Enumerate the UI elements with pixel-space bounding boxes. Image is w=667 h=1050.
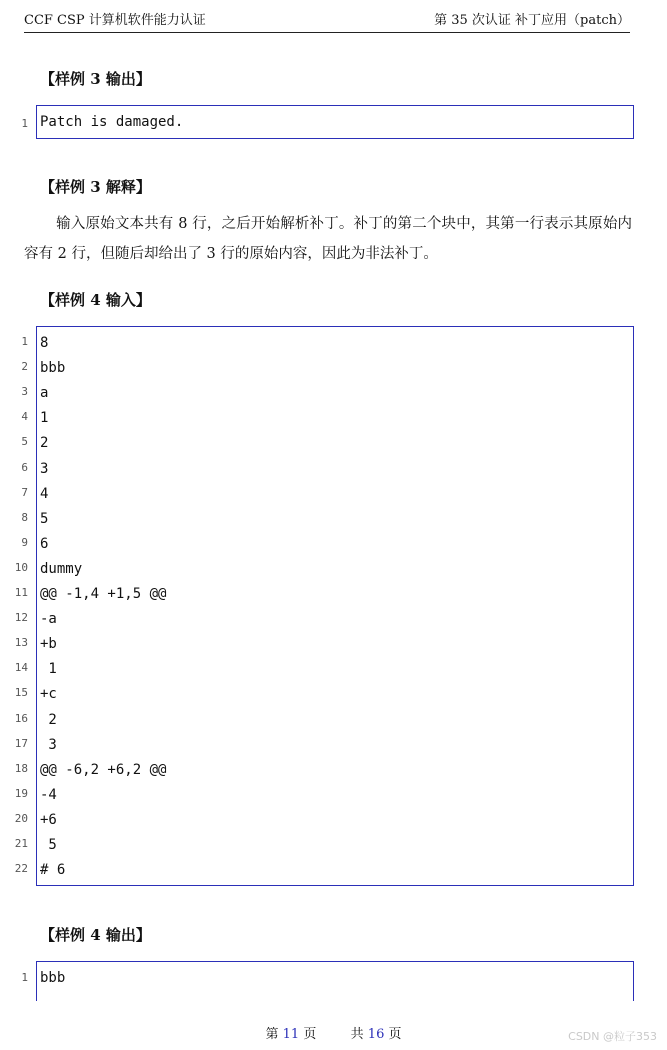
line-number: 8 [21,510,28,524]
line-number: 5 [21,435,28,449]
header-right-title: 第 35 次认证 补丁应用（patch） [434,13,630,28]
code-line: 5 [40,837,57,853]
sample4-input-codebox [36,326,634,886]
footer-page-suffix: 页 [303,1027,317,1042]
line-number: 3 [21,385,28,399]
line-number: 13 [14,636,28,650]
sample4-input-title: 【样例 4 输入】 [40,291,151,309]
code-line: @@ -1,4 +1,5 @@ [40,586,167,602]
paragraph-text: 输入原始文本共有 8 行，之后开始解析补丁。补丁的第二个块中，其第一行表示其原始内容有 2 行，但随后却给出了 3 行的原始内容，因此为非法补丁。 [24,216,632,262]
footer-prefix: 第 [265,1027,279,1042]
line-number: 18 [14,761,28,775]
code-line: -4 [40,786,57,803]
line-number: 21 [14,837,28,850]
sample4-output-title: 【样例 4 输出】 [40,926,151,944]
code-line: bbb [40,360,66,377]
code-line: dummy [40,560,83,577]
sample3-explain-title: 【样例 3 解释】 [40,178,151,196]
line-number: 14 [14,661,28,675]
watermark: CSDN @粒子353 [568,1030,657,1043]
line-number: 12 [14,611,28,625]
line-number: 1 [21,971,28,984]
code-line: 4 [40,485,49,502]
line-number: 1 [21,335,28,348]
footer-page-number: 11 [282,1027,300,1042]
line-number: 20 [14,811,28,825]
code-line: a [40,385,49,402]
code-line: 6 [40,535,49,552]
code-line: 2 [40,711,57,728]
footer-total-suffix: 页 [388,1027,402,1042]
sample4-input-linenos [0,332,28,882]
page-header [24,10,630,33]
line-number: 2 [21,360,28,374]
line-number: 22 [14,862,28,876]
sample4-output-codebox [36,961,634,1001]
footer-total-prefix: 共 [350,1027,364,1042]
code-line: 1 [40,410,49,427]
code-line: 3 [40,460,49,477]
line-number: 6 [21,460,28,474]
sample3-output-title: 【样例 3 输出】 [40,70,151,88]
line-number: 15 [14,686,28,700]
page-footer [0,1026,667,1044]
code-line: 3 [40,736,57,753]
line-number: 9 [21,535,28,549]
footer-total-pages: 16 [367,1027,385,1042]
line-number: 16 [14,711,28,725]
code-line: +6 [40,811,57,828]
code-line: # 6 [40,862,66,879]
code-line: -a [40,611,57,628]
line-number: 7 [21,485,28,499]
line-number: 11 [14,586,28,599]
sample3-output-codebox [36,105,634,139]
code-line: 2 [40,435,49,452]
code-line: 5 [40,510,49,527]
code-line: Patch is damaged. [40,114,184,130]
sample4-output-linenos [0,968,28,988]
line-number: 10 [14,560,28,574]
code-line: bbb [40,970,66,986]
line-number: 1 [21,117,28,130]
code-line: +b [40,636,57,653]
code-line: +c [40,686,57,703]
line-number: 4 [21,410,28,424]
header-left-title: CCF CSP 计算机软件能力认证 [24,13,206,28]
sample3-explain-paragraph [24,209,632,269]
code-line: 1 [40,661,57,678]
sample3-output-linenos [0,114,28,134]
code-line: @@ -6,2 +6,2 @@ [40,761,167,778]
code-line: 8 [40,335,49,351]
line-number: 19 [14,786,28,800]
line-number: 17 [14,736,28,750]
